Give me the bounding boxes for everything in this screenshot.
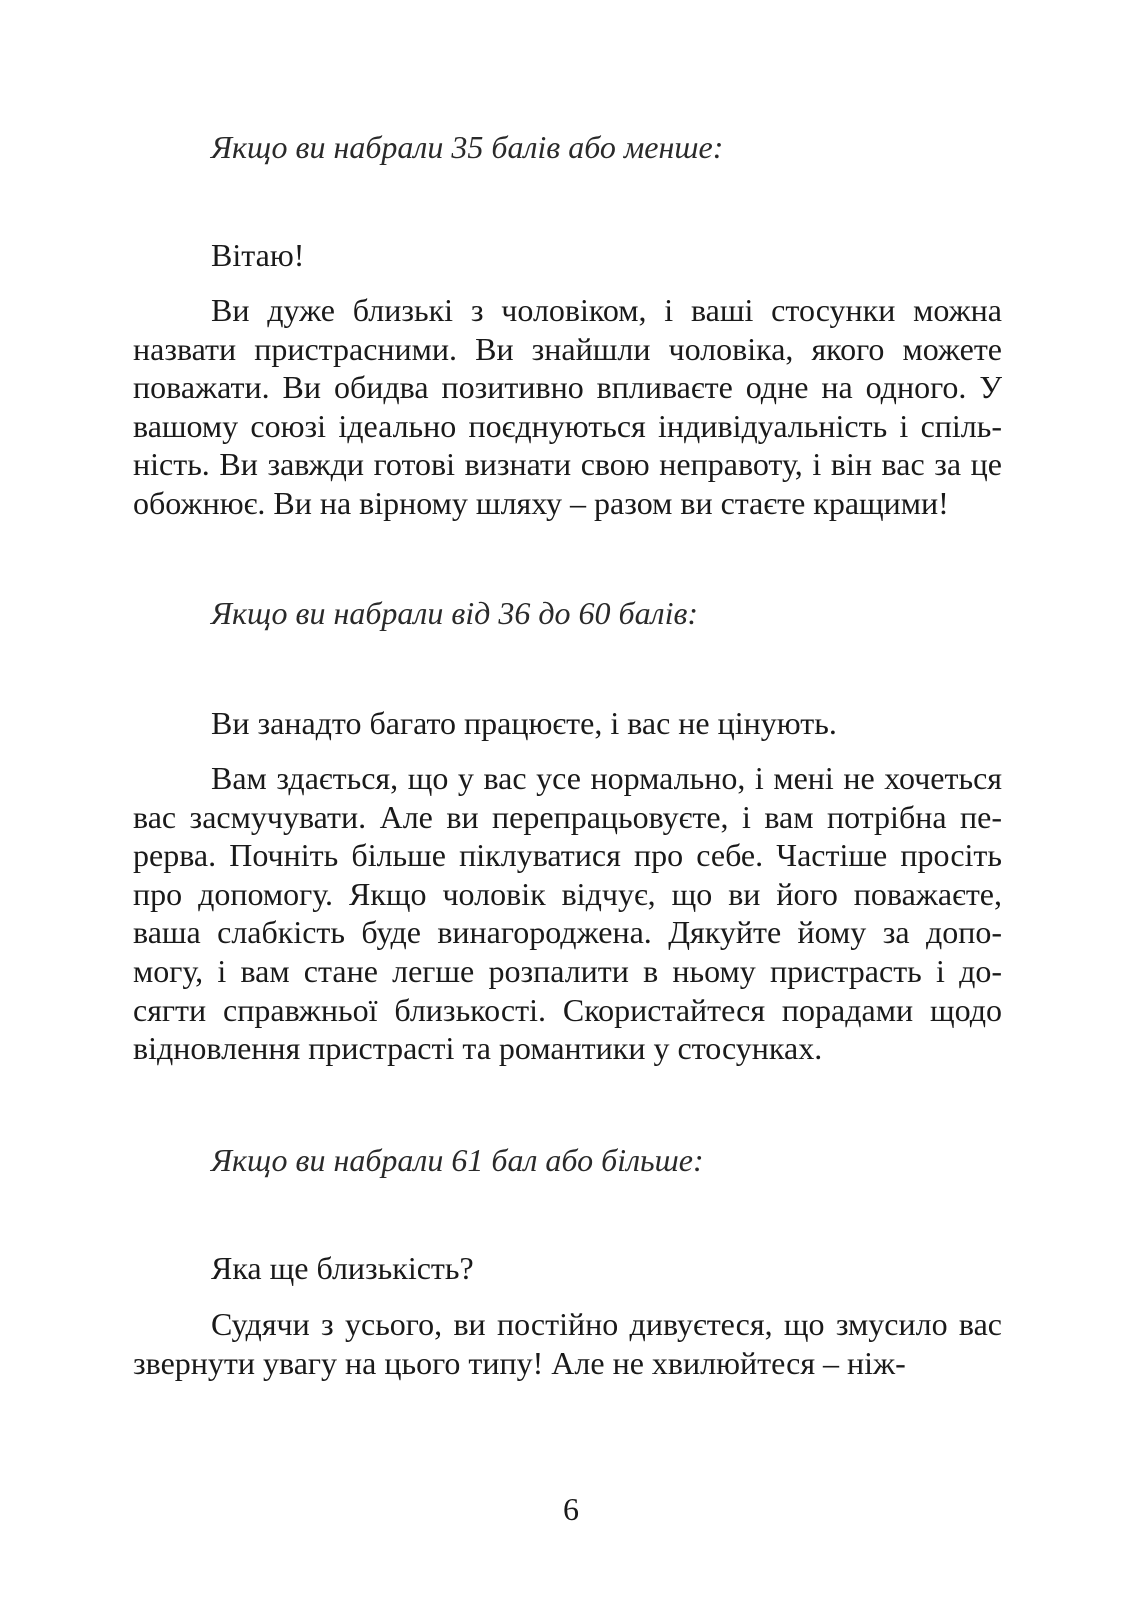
page-number: 6: [563, 1491, 579, 1527]
section-lead-greeting: Вітаю!: [211, 237, 305, 273]
section-paragraph-overworked: Вам здається, що у вас усе нормально, і мені не хочеться вас засмучувати. Але ви перепрацьовуєте, і вам потрібна перерва. Почніть більше піклуватися про себе. Частіше просіть про допомогу. Якщо чоловік відчує, що ви його поважаєте, ваша слабкість буде винагороджена. Дякуйте йому за допомогу, і вам стане легше розпалити в ньому пристрасть і досягти справжньої близькості. Скористайтеся порадами щодо відновлення пристрасті та романтики у стосунках.: [133, 760, 1002, 1067]
section-heading-61-or-more: Якщо ви набрали 61 бал або більше:: [211, 1142, 704, 1178]
section-paragraph-surprised: Судячи з усього, ви постійно дивуєтеся, що змусило вас звернути увагу на цього типу! Але не хвилюйтеся – ніж-: [133, 1306, 1002, 1381]
section-lead-overworked: Ви занадто багато працюєте, і вас не цінують.: [211, 705, 837, 741]
section-heading-36-to-60: Якщо ви набрали від 36 до 60 балів:: [211, 595, 698, 631]
section-lead-what-intimacy: Яка ще близькість?: [211, 1250, 474, 1286]
section-paragraph-passionate: Ви дуже близькі з чоловіком, і ваші стосунки можна назвати пристрасними. Ви знайшли чоловіка, якого можете поважати. Ви обидва позитивно впливаєте одне на одного. У вашому союзі ідеально поєднуються індивідуальність і спільність. Ви завжди готові визнати свою неправоту, і він вас за це обожнює. Ви на вірному шляху – разом ви стаєте кращими!: [133, 292, 1002, 521]
section-heading-35-or-less: Якщо ви набрали 35 балів або менше:: [211, 129, 724, 165]
